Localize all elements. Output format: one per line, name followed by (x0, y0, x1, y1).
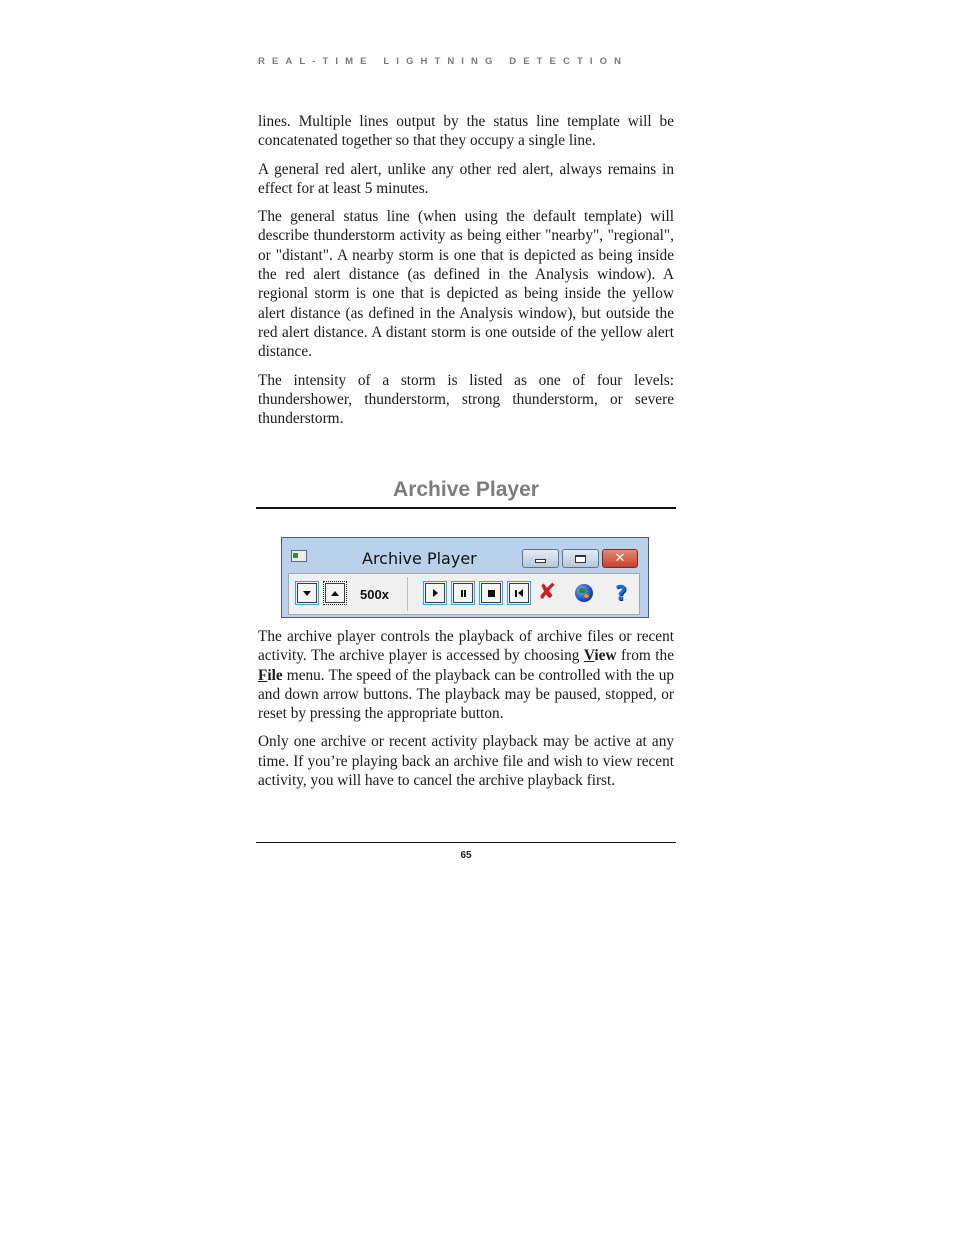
minimize-icon (535, 559, 546, 563)
paragraph: The general status line (when using the default template) will describe thunderstorm activity as being either "nearby", "regional", or "distant". A nearby storm is one that is depicted as being inside the red alert distance (as defined in the Analysis window). A regional storm is one that is depicted as being inside the yellow alert distance (as defined in the Analysis window), but outside the red alert distance. A distant storm is one outside of the yellow alert distance. (258, 208, 674, 361)
app-window-icon[interactable] (291, 550, 307, 562)
section-title: Archive Player (393, 478, 539, 501)
play-icon (433, 589, 438, 597)
footer-rule (256, 842, 676, 843)
text-run: ile (267, 666, 283, 684)
speed-label: 500x (360, 587, 389, 602)
pause-button[interactable] (453, 583, 473, 603)
toolbar-separator (407, 577, 408, 611)
speed-down-button[interactable] (297, 583, 317, 603)
pause-icon (461, 590, 466, 597)
stop-icon (488, 590, 495, 597)
help-button[interactable] (611, 583, 631, 603)
minimize-button[interactable] (522, 549, 559, 568)
arrow-up-icon (331, 591, 339, 596)
archive-player-window (281, 537, 649, 618)
maximize-icon (575, 555, 586, 563)
globe-icon (575, 584, 593, 602)
globe-button[interactable] (574, 583, 594, 603)
cancel-x-icon: ✘ (537, 580, 557, 605)
running-header: REAL-TIME LIGHTNING DETECTION (258, 56, 629, 67)
speed-up-button[interactable] (325, 583, 345, 603)
close-button[interactable] (602, 549, 638, 568)
page-number: 65 (460, 850, 472, 861)
paragraph: The intensity of a storm is listed as one of four levels: thundershower, thunderstorm, strong thunderstorm, or severe thunderstorm. (258, 371, 674, 428)
text-run: The archive player controls the playback of archive files or recent activity. The archive player is accessed by choosing (258, 628, 674, 665)
paragraph: A general red alert, unlike any other red alert, always remains in effect for at least 5 minutes. (258, 160, 674, 197)
body-text (258, 627, 674, 790)
file-menu-ref (258, 667, 283, 684)
arrow-down-icon (303, 591, 311, 596)
text-run: iew (594, 647, 617, 665)
text-run: from the (616, 647, 674, 665)
help-icon: ? (615, 581, 627, 605)
intro-text (258, 112, 674, 428)
reset-icon (515, 589, 523, 597)
player-toolbar (288, 573, 640, 615)
paragraph: Only one archive or recent activity playback may be active at any time. If you’re playing back an archive file and wish to view recent activity, you will have to cancel the archive playback first. (258, 733, 674, 790)
close-icon: ✕ (614, 551, 626, 566)
paragraph (258, 627, 674, 723)
window-title: Archive Player (362, 549, 477, 568)
reset-button[interactable] (509, 583, 529, 603)
text-run: menu. The speed of the playback can be controlled with the up and down arrow buttons. The playback may be paused, stopped, or reset by pressing the appropriate button. (258, 666, 674, 723)
stop-button[interactable] (481, 583, 501, 603)
section-rule (256, 507, 676, 509)
maximize-button[interactable] (562, 549, 599, 568)
view-menu-ref (584, 647, 617, 664)
mnemonic: V (583, 647, 595, 665)
play-button[interactable] (425, 583, 445, 603)
mnemonic: F (258, 666, 268, 684)
cancel-playback-button[interactable] (537, 580, 557, 605)
title-bar[interactable] (282, 538, 648, 572)
paragraph: lines. Multiple lines output by the status line template will be concatenated together so that they occupy a single line. (258, 113, 674, 150)
